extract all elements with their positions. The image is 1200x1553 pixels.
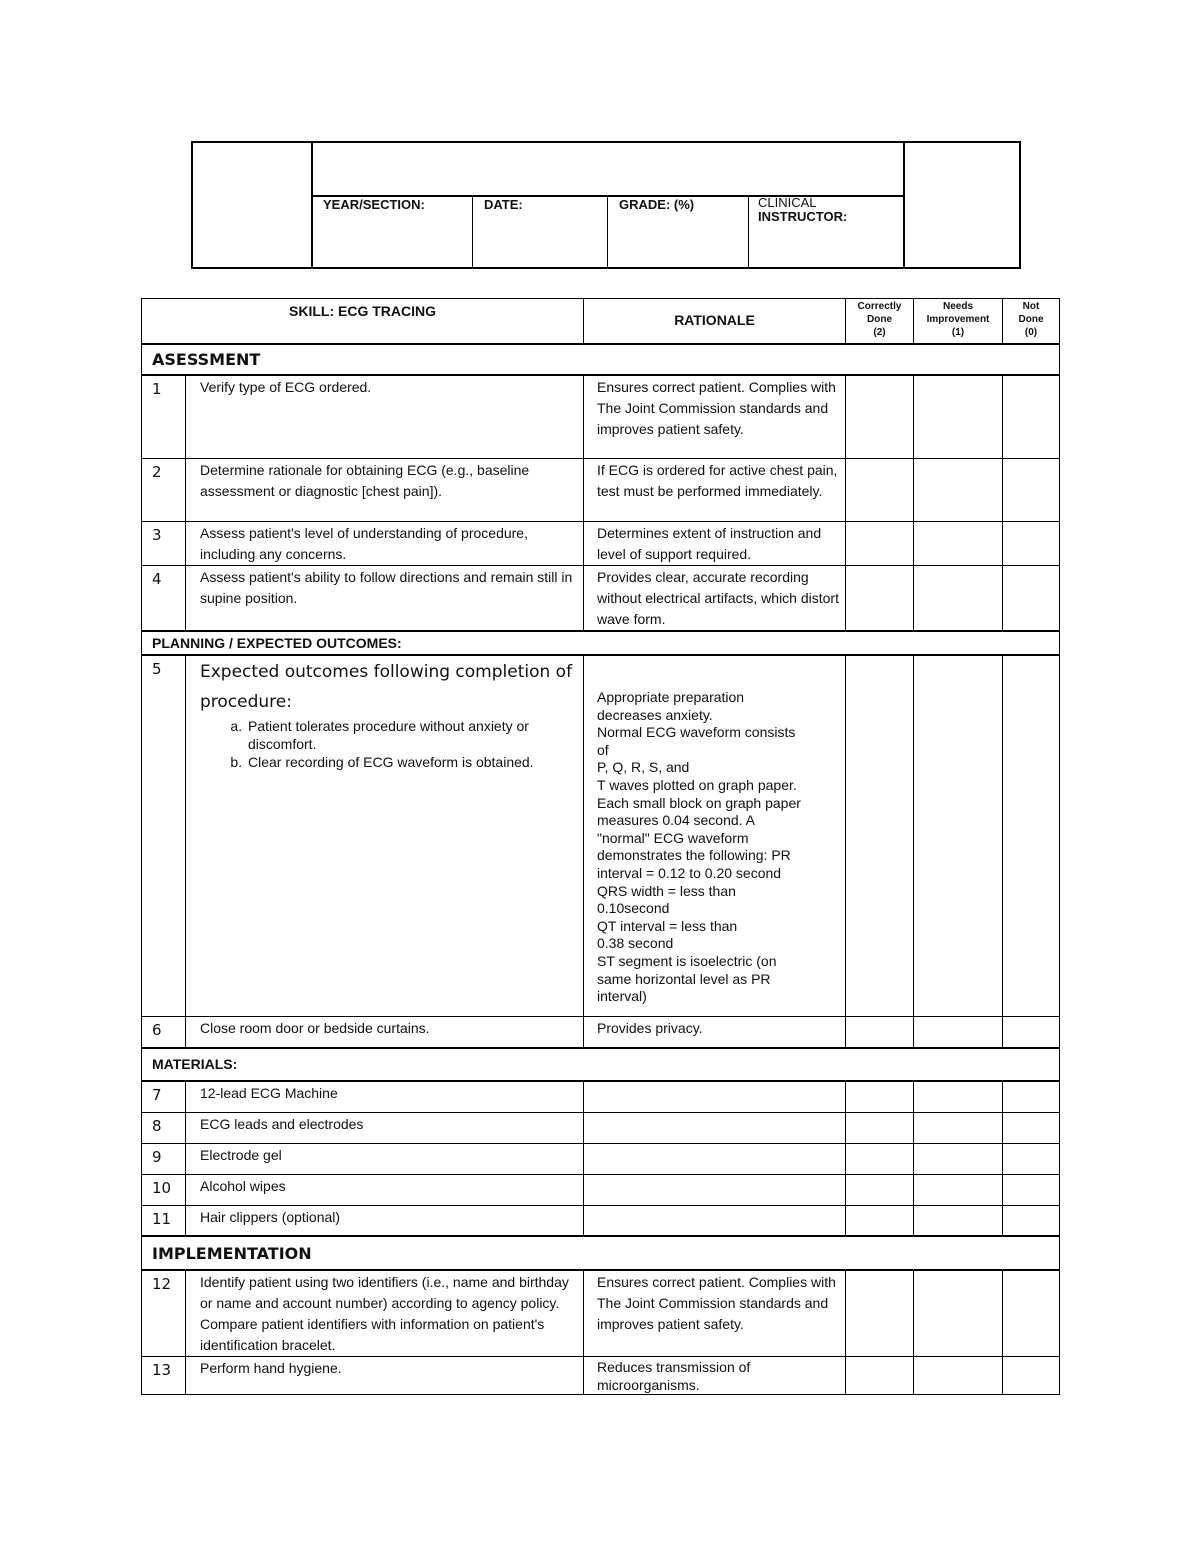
correctly-done-cell[interactable]: [846, 566, 914, 632]
needs-improvement-cell[interactable]: [914, 1205, 1003, 1236]
table-row: [142, 1205, 1060, 1236]
table-row: [142, 1174, 1060, 1205]
header-line: Needs: [942, 301, 973, 312]
rationale-cell: Provides clear, accurate recording without electrical artifacts, which distort wave form.: [584, 566, 846, 632]
rationale-cell: Reduces transmission of microorganisms.: [584, 1357, 846, 1395]
rationale-cell: If ECG is ordered for active chest pain, test must be performed immediately.: [584, 459, 846, 522]
correctly-done-cell[interactable]: [846, 1174, 914, 1205]
not-done-cell[interactable]: [1003, 1205, 1060, 1236]
not-done-cell[interactable]: [1003, 1081, 1060, 1112]
rationale-line: Normal ECG waveform consists: [597, 724, 796, 741]
table-row: [142, 1143, 1060, 1174]
row-number: 4: [142, 566, 186, 632]
rationale-line: interval): [597, 988, 647, 1005]
rationale-line: QT interval = less than: [597, 917, 738, 934]
row-number: 12: [142, 1270, 186, 1357]
header-line: Correctly: [857, 301, 902, 312]
outcome-item: a. Patient tolerates procedure without anxiety or discomfort.: [246, 717, 583, 753]
rationale-line: 0.38 second: [597, 935, 674, 952]
row-number: 8: [142, 1112, 186, 1143]
skill-header: SKILL: ECG TRACING: [142, 299, 584, 344]
header-divider: [311, 143, 313, 267]
correctly-done-header: [846, 299, 914, 344]
needs-improvement-cell[interactable]: [914, 522, 1003, 566]
correctly-done-cell[interactable]: [846, 1357, 914, 1395]
correctly-done-cell[interactable]: [846, 1270, 914, 1357]
rationale-cell: [584, 1174, 846, 1205]
outcome-item: b. Clear recording of ECG waveform is obtained.: [246, 753, 583, 771]
section-implementation: IMPLEMENTATION: [142, 1236, 1060, 1270]
not-done-cell[interactable]: [1003, 1270, 1060, 1357]
header-line: (1): [951, 327, 965, 338]
skill-cell: Assess patient's ability to follow directions and remain still in supine position.: [186, 566, 584, 632]
header-divider: [472, 195, 473, 267]
header-divider: [748, 195, 749, 267]
not-done-cell[interactable]: [1003, 1357, 1060, 1395]
correctly-done-cell[interactable]: [846, 1081, 914, 1112]
not-done-header: [1003, 299, 1060, 344]
section-row: [142, 631, 1060, 655]
correctly-done-cell[interactable]: [846, 1112, 914, 1143]
clinical-label: CLINICAL: [758, 195, 817, 210]
checklist-table: [141, 298, 1060, 1395]
row-number: 9: [142, 1143, 186, 1174]
needs-improvement-cell[interactable]: [914, 1016, 1003, 1048]
correctly-done-cell[interactable]: [846, 1205, 914, 1236]
not-done-cell[interactable]: [1003, 375, 1060, 459]
table-row: [142, 375, 1060, 459]
not-done-cell[interactable]: [1003, 1143, 1060, 1174]
header-line: Not: [1022, 301, 1040, 312]
section-row: [142, 1048, 1060, 1081]
rationale-line: ST segment is isoelectric (on: [597, 952, 777, 969]
section-materials: MATERIALS:: [142, 1048, 1060, 1081]
rationale-cell: [584, 1143, 846, 1174]
rationale-line: "normal" ECG waveform: [597, 829, 749, 846]
table-row: [142, 655, 1060, 1016]
table-row: [142, 1016, 1060, 1048]
rationale-line: Each small block on graph paper: [597, 794, 801, 811]
rationale-line: 0.10second: [597, 900, 670, 917]
table-header-row: [142, 299, 1060, 344]
not-done-cell[interactable]: [1003, 522, 1060, 566]
rationale-line: same horizontal level as PR: [597, 970, 771, 987]
correctly-done-cell[interactable]: [846, 522, 914, 566]
row-number: 5: [142, 655, 186, 1016]
rationale-line: decreases anxiety.: [597, 706, 713, 723]
date-label: DATE:: [484, 197, 523, 212]
header-divider: [903, 143, 905, 267]
table-row: [142, 522, 1060, 566]
not-done-cell[interactable]: [1003, 1112, 1060, 1143]
rationale-cell: Ensures correct patient. Complies with The Joint Commission standards and improves patient safety.: [584, 375, 846, 459]
table-row: [142, 1081, 1060, 1112]
table-row: [142, 1270, 1060, 1357]
row-number: 1: [142, 375, 186, 459]
header-line: (0): [1024, 327, 1038, 338]
skill-cell: Hair clippers (optional): [186, 1205, 584, 1236]
skill-cell: Determine rationale for obtaining ECG (e.g., baseline assessment or diagnostic [chest pain]).: [186, 459, 584, 522]
table-row: [142, 459, 1060, 522]
skill-cell: Verify type of ECG ordered.: [186, 375, 584, 459]
rationale-header: RATIONALE: [584, 299, 846, 344]
correctly-done-cell[interactable]: [846, 1143, 914, 1174]
header-line: (2): [873, 327, 886, 338]
rationale-line: measures 0.04 second. A: [597, 812, 755, 829]
expected-outcomes-title: Expected outcomes following completion of procedure:: [200, 662, 573, 712]
rationale-line: of: [597, 741, 609, 758]
rationale-cell: Provides privacy.: [584, 1016, 846, 1048]
instructor-label: INSTRUCTOR:: [758, 209, 848, 224]
header-divider: [607, 195, 608, 267]
skill-cell: Perform hand hygiene.: [186, 1357, 584, 1395]
table-row: [142, 566, 1060, 632]
needs-improvement-cell[interactable]: [914, 1174, 1003, 1205]
needs-improvement-cell[interactable]: [914, 1270, 1003, 1357]
rationale-line: QRS width = less than: [597, 882, 736, 899]
skill-cell: 12-lead ECG Machine: [186, 1081, 584, 1112]
rationale-cell: Determines extent of instruction and level of support required.: [584, 522, 846, 566]
rationale-cell: Ensures correct patient. Complies with The Joint Commission standards and improves patient safety.: [584, 1270, 846, 1357]
correctly-done-cell[interactable]: [846, 459, 914, 522]
correctly-done-cell[interactable]: [846, 375, 914, 459]
grade-label: GRADE: (%): [619, 197, 695, 212]
skill-cell: Identify patient using two identifiers (i.e., name and birthday or name and account number) according to agency policy. Compare patient identifiers with information on patient's identification bracelet.: [186, 1270, 584, 1357]
row-number: 2: [142, 459, 186, 522]
not-done-cell[interactable]: [1003, 1174, 1060, 1205]
needs-improvement-header: [914, 299, 1003, 344]
section-row: [142, 1236, 1060, 1270]
needs-improvement-cell[interactable]: [914, 1143, 1003, 1174]
header-line: Improvement: [926, 314, 990, 325]
row-number: 6: [142, 1016, 186, 1048]
row-number: 7: [142, 1081, 186, 1112]
section-planning: PLANNING / EXPECTED OUTCOMES:: [142, 631, 1060, 655]
not-done-cell[interactable]: [1003, 1016, 1060, 1048]
correctly-done-cell[interactable]: [846, 655, 914, 1016]
skill-cell: ECG leads and electrodes: [186, 1112, 584, 1143]
skill-cell: Alcohol wipes: [186, 1174, 584, 1205]
needs-improvement-cell[interactable]: [914, 655, 1003, 1016]
year-section-label: YEAR/SECTION:: [323, 197, 425, 212]
rationale-line: interval = 0.12 to 0.20 second: [597, 864, 782, 881]
rationale-lines: [597, 657, 845, 1006]
needs-improvement-cell[interactable]: [914, 375, 1003, 459]
table-row: [142, 1357, 1060, 1395]
header-line: Done: [1018, 314, 1044, 325]
header-line: Done: [867, 314, 892, 325]
rationale-cell: [584, 655, 846, 1016]
not-done-cell[interactable]: [1003, 459, 1060, 522]
skill-cell: Close room door or bedside curtains.: [186, 1016, 584, 1048]
row-number: 3: [142, 522, 186, 566]
rationale-cell: [584, 1205, 846, 1236]
outcomes-list: [200, 717, 583, 771]
section-row: [142, 344, 1060, 375]
rationale-line: Appropriate preparation: [597, 689, 745, 705]
rationale-line: T waves plotted on graph paper.: [597, 776, 797, 793]
skill-cell: Assess patient's level of understanding of procedure, including any concerns.: [186, 522, 584, 566]
correctly-done-cell[interactable]: [846, 1016, 914, 1048]
clinical-instructor-label: [758, 196, 847, 224]
rationale-cell: [584, 1112, 846, 1143]
rationale-line: P, Q, R, S, and: [597, 759, 690, 776]
rationale-line: demonstrates the following: PR: [597, 847, 791, 864]
not-done-cell[interactable]: [1003, 566, 1060, 632]
not-done-cell[interactable]: [1003, 655, 1060, 1016]
row-number: 10: [142, 1174, 186, 1205]
rationale-cell: [584, 1081, 846, 1112]
table-row: [142, 1112, 1060, 1143]
needs-improvement-cell[interactable]: [914, 1112, 1003, 1143]
section-assessment: ASESSMENT: [142, 344, 1060, 375]
row-number: 11: [142, 1205, 186, 1236]
needs-improvement-cell[interactable]: [914, 459, 1003, 522]
needs-improvement-cell[interactable]: [914, 566, 1003, 632]
skill-cell: [186, 655, 584, 1016]
needs-improvement-cell[interactable]: [914, 1357, 1003, 1395]
header-box: [191, 141, 1021, 269]
needs-improvement-cell[interactable]: [914, 1081, 1003, 1112]
skill-cell: Electrode gel: [186, 1143, 584, 1174]
row-number: 13: [142, 1357, 186, 1395]
